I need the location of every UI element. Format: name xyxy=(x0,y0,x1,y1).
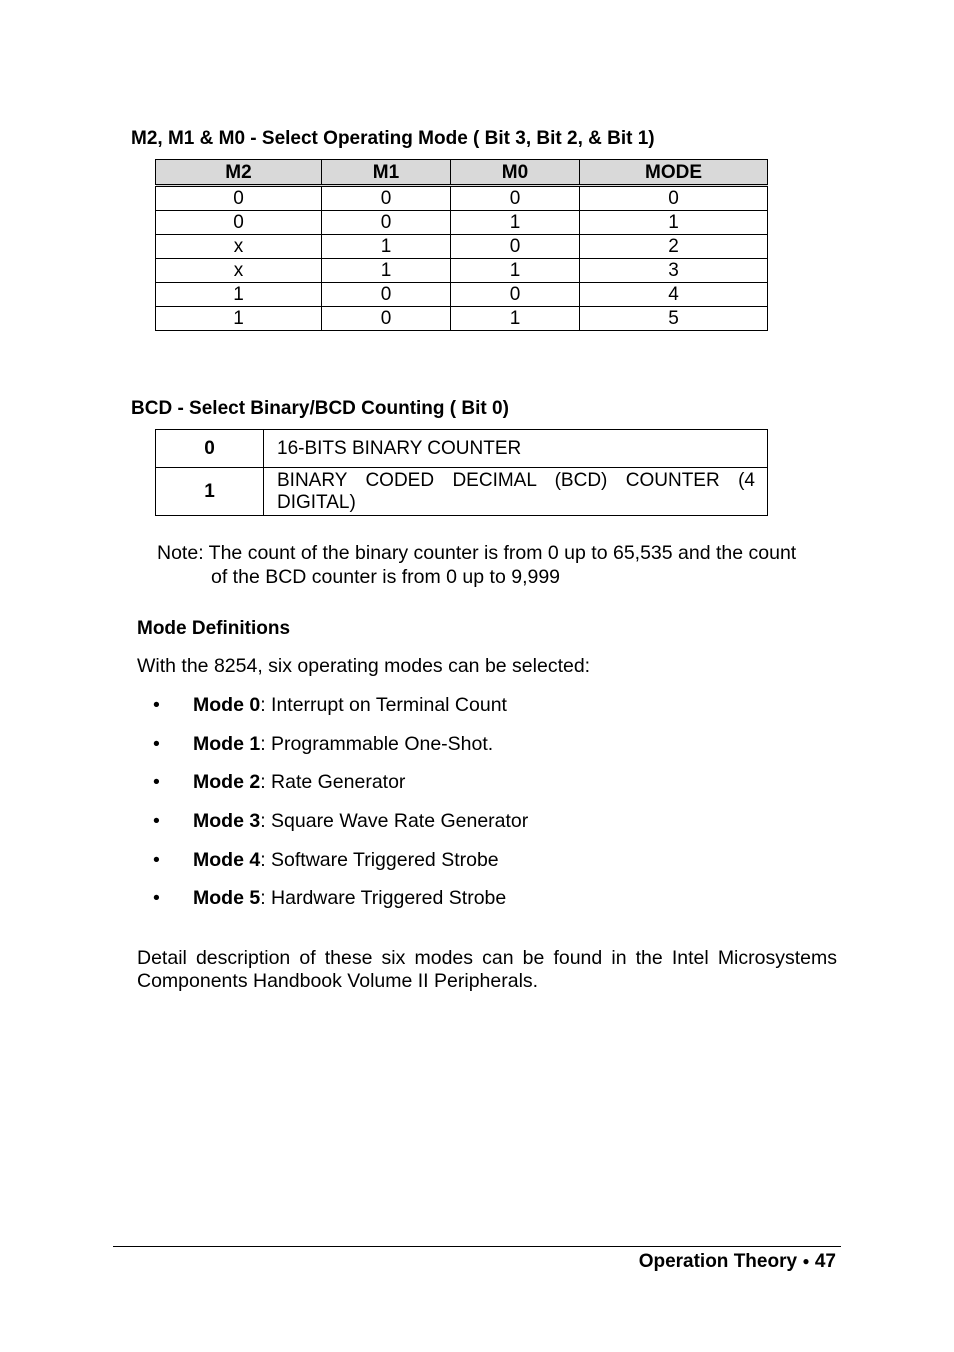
cell: 1 xyxy=(322,235,451,259)
mode-description: : Hardware Triggered Strobe xyxy=(260,887,507,910)
cell: 0 xyxy=(322,283,451,307)
mode-description: : Rate Generator xyxy=(260,771,406,794)
detail-paragraph: Detail description of these six modes can be found in the Intel Microsystems Components Handbook Volume II Peripherals. xyxy=(137,947,837,992)
cell: 0 xyxy=(451,186,580,211)
page-number: 47 xyxy=(814,1251,836,1272)
bullet-icon: • xyxy=(153,848,160,871)
mode-description: : Interrupt on Terminal Count xyxy=(260,694,507,716)
cell: 0 xyxy=(322,307,451,331)
cell: 1 xyxy=(156,307,322,331)
table-row xyxy=(156,468,768,516)
cell: 1 xyxy=(451,259,580,283)
note-line-1: Note: The count of the binary counter is from 0 up to 65,535 and the count xyxy=(157,542,797,564)
mode-definitions-intro: With the 8254, six operating modes can be selected: xyxy=(137,655,591,677)
bullet-icon: • xyxy=(153,810,160,833)
footer-divider xyxy=(113,1246,841,1247)
bcd-code: 0 xyxy=(156,430,264,468)
cell: 1 xyxy=(451,211,580,235)
bcd-section-title: BCD - Select Binary/BCD Counting ( Bit 0) xyxy=(131,398,509,419)
mode-label: Mode 1 xyxy=(193,732,261,755)
cell: 0 xyxy=(156,211,322,235)
cell: 1 xyxy=(322,259,451,283)
mode-label: Mode 0 xyxy=(193,694,261,716)
bullet-icon: • xyxy=(153,887,160,910)
bullet-icon: • xyxy=(153,732,160,755)
bcd-description: 16-BITS BINARY COUNTER xyxy=(264,430,768,468)
mode-label: Mode 2 xyxy=(193,771,261,794)
cell: 0 xyxy=(322,186,451,211)
page-footer xyxy=(639,1251,836,1273)
table-row xyxy=(156,283,768,307)
mode-description: : Square Wave Rate Generator xyxy=(260,810,529,833)
cell: 0 xyxy=(451,283,580,307)
cell: 0 xyxy=(580,186,768,211)
mode-description: : Programmable One-Shot. xyxy=(260,732,494,755)
table-row xyxy=(156,307,768,331)
mode-section-title: M2, M1 & M0 - Select Operating Mode ( Bit 3, Bit 2, & Bit 1) xyxy=(131,128,655,149)
mode-label: Mode 5 xyxy=(193,887,261,910)
footer-section-title: Operation Theory xyxy=(638,1251,798,1272)
cell: 0 xyxy=(156,186,322,211)
table-row xyxy=(156,430,768,468)
cell: 1 xyxy=(156,283,322,307)
cell: 0 xyxy=(322,211,451,235)
cell: 1 xyxy=(451,307,580,331)
table-row xyxy=(156,259,768,283)
mode-definitions-title: Mode Definitions xyxy=(137,618,291,639)
note xyxy=(157,541,847,589)
table-header-row xyxy=(156,160,768,186)
mode-label: Mode 4 xyxy=(193,848,261,871)
operating-mode-table xyxy=(155,159,768,331)
header-m2: M2 xyxy=(156,160,322,186)
cell: 0 xyxy=(451,235,580,259)
cell: 1 xyxy=(580,211,768,235)
cell: 3 xyxy=(580,259,768,283)
bullet-icon: • xyxy=(153,771,160,794)
header-m1: M1 xyxy=(322,160,451,186)
cell: 4 xyxy=(580,283,768,307)
bcd-description: BINARY CODED DECIMAL (BCD) COUNTER (4 DIGITAL) xyxy=(264,468,768,516)
footer-bullet-icon: ● xyxy=(802,1254,810,1268)
header-m0: M0 xyxy=(451,160,580,186)
table-row xyxy=(156,186,768,211)
cell: 5 xyxy=(580,307,768,331)
bullet-icon: • xyxy=(153,694,160,716)
cell: 2 xyxy=(580,235,768,259)
bcd-table xyxy=(155,429,768,516)
bcd-code: 1 xyxy=(156,468,264,516)
cell: x xyxy=(156,235,322,259)
cell: x xyxy=(156,259,322,283)
mode-label: Mode 3 xyxy=(193,810,261,833)
header-mode: MODE xyxy=(580,160,768,186)
mode-description: : Software Triggered Strobe xyxy=(260,848,499,871)
table-row xyxy=(156,235,768,259)
table-row xyxy=(156,211,768,235)
note-line-2: of the BCD counter is from 0 up to 9,999 xyxy=(211,566,561,588)
